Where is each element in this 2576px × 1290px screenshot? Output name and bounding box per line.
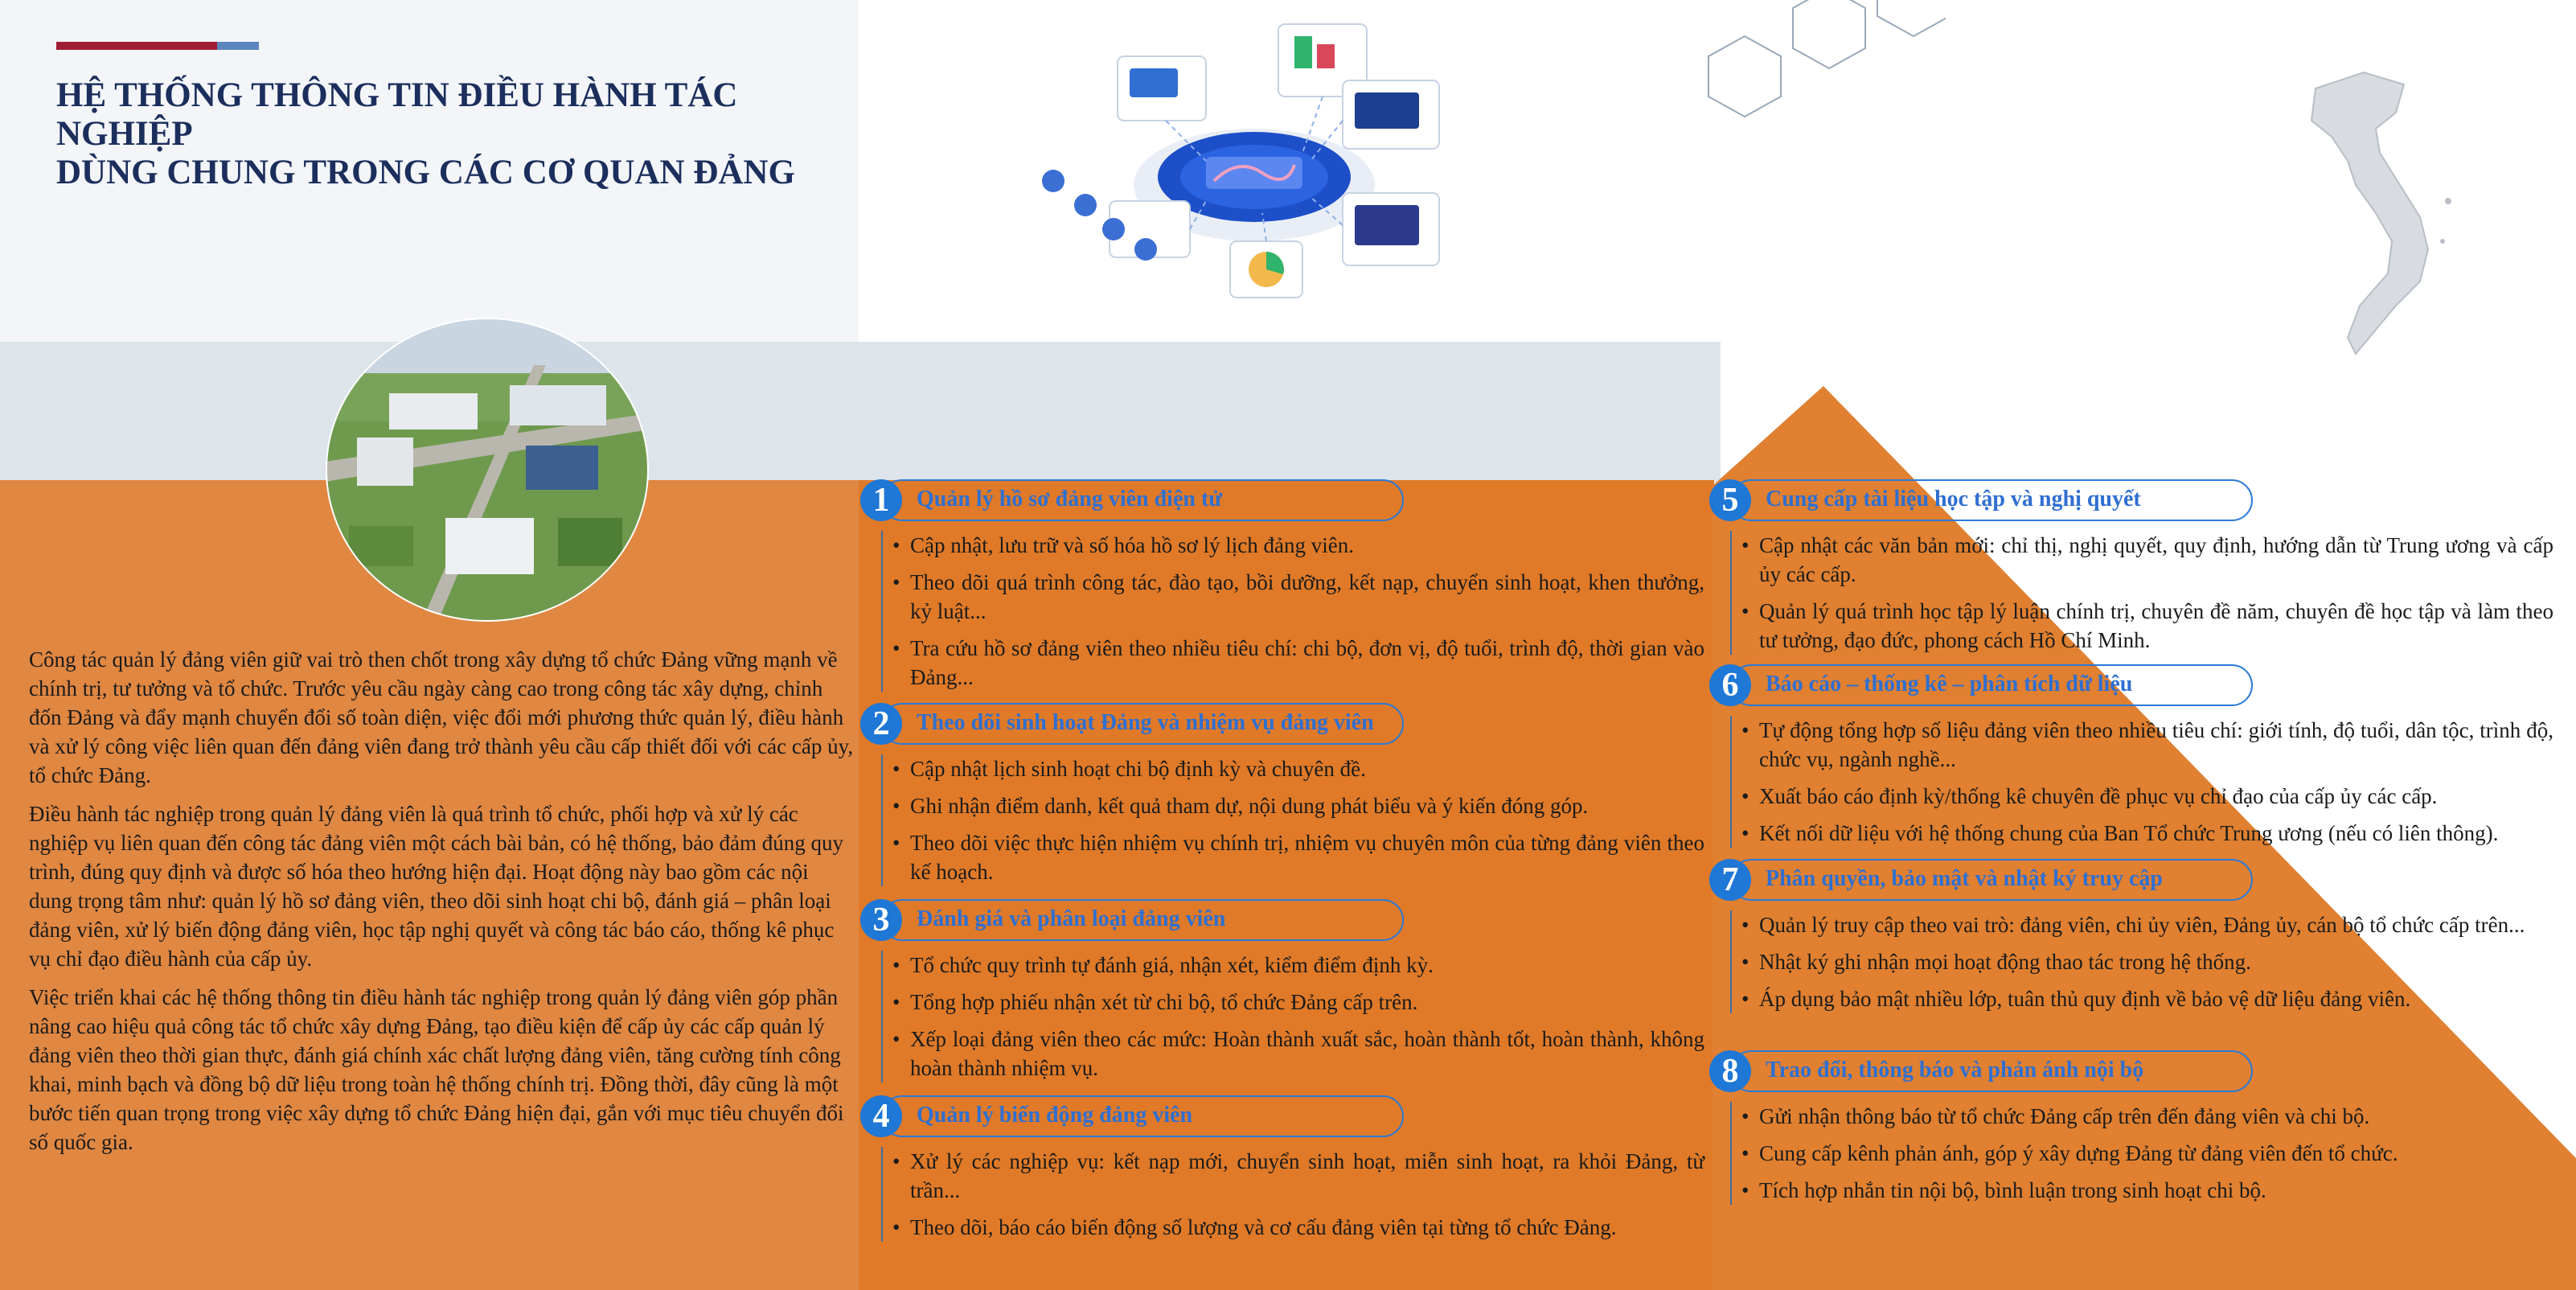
- section-title: Cung cấp tài liệu học tập và nghị quyết: [1766, 487, 2141, 511]
- section-header: [860, 1095, 1704, 1140]
- list-item: • Theo dõi, báo cáo biến động số lượng và cơ cấu đảng viên tại từng tổ chức Đảng.: [904, 1213, 1704, 1242]
- intro-paragraph-1: Công tác quản lý đảng viên giữ vai trò then chốt trong xây dựng tổ chức Đảng vững mạnh về chính trị, tư tưởng và tổ chức. Trước yêu cầu ngày càng cao trong công tác xây dựng, chỉnh đốn Đảng và đẩy mạnh chuyển đổi số toàn diện, việc đổi mới phương thức quản lý, điều hành và xử lý công việc liên quan đến đảng viên đang trở thành yêu cầu cấp thiết đối với các cấp ủy, tổ chức Đảng.: [29, 647, 854, 787]
- list-item: • Gửi nhận thông báo từ tổ chức Đảng cấp trên đến đảng viên và chi bộ.: [1753, 1102, 2553, 1131]
- page-title: [56, 76, 860, 192]
- section-items: [1730, 716, 2553, 848]
- section-title: Phân quyền, bảo mật và nhật ký truy cập: [1766, 866, 2163, 891]
- section-header: [860, 899, 1704, 944]
- list-item: • Xuất báo cáo định kỳ/thống kê chuyên đề phục vụ chỉ đạo của cấp ủy các cấp.: [1753, 782, 2553, 811]
- accent-bar-blue: [217, 42, 259, 50]
- accent-bar-red: [56, 42, 217, 50]
- list-item: • Tích hợp nhắn tin nội bộ, bình luận trong sinh hoạt chi bộ.: [1753, 1176, 2553, 1205]
- section-items: [881, 951, 1704, 1083]
- page-title-line-2: DÙNG CHUNG TRONG CÁC CƠ QUAN ĐẢNG: [56, 154, 795, 192]
- feature-section-6: [1709, 664, 2553, 856]
- background-band: [0, 342, 1721, 483]
- feature-section-8: [1709, 1050, 2553, 1213]
- list-item: • Áp dụng bảo mật nhiều lớp, tuân thủ quy định về bảo vệ dữ liệu đảng viên.: [1753, 984, 2553, 1013]
- list-item: • Ghi nhận điểm danh, kết quả tham dự, nội dung phát biểu và ý kiến đóng góp.: [904, 791, 1704, 820]
- section-header: [860, 479, 1704, 524]
- list-item: • Tổng hợp phiếu nhận xét từ chi bộ, tổ chức Đảng cấp trên.: [904, 988, 1704, 1017]
- list-item: • Cập nhật các văn bản mới: chỉ thị, nghị quyết, quy định, hướng dẫn từ Trung ương và cấp ủy các cấp.: [1753, 531, 2553, 589]
- section-number-badge: 8: [1709, 1050, 1751, 1092]
- page-title-line-1: HỆ THỐNG THÔNG TIN ĐIỀU HÀNH TÁC NGHIỆP: [56, 76, 738, 154]
- list-item: • Theo dõi việc thực hiện nhiệm vụ chính trị, nhiệm vụ chuyên môn của từng đảng viên theo kế hoạch.: [904, 828, 1704, 886]
- list-item: • Tổ chức quy trình tự đánh giá, nhận xét, kiểm điểm định kỳ.: [904, 951, 1704, 980]
- section-title: Quản lý hồ sơ đảng viên điện tử: [917, 487, 1223, 511]
- section-items: [881, 531, 1704, 692]
- section-number-badge: 1: [860, 479, 902, 521]
- section-number-badge: 2: [860, 703, 902, 745]
- vietnam-map-icon: [2299, 64, 2460, 370]
- section-header: [1709, 664, 2553, 709]
- list-item: • Quản lý quá trình học tập lý luận chính trị, chuyên đề năm, chuyên đề học tập và làm theo tư tưởng, đạo đức, phong cách Hồ Chí Minh.: [1753, 597, 2553, 655]
- data-network-illustration: [965, 8, 1544, 346]
- section-number-badge: 5: [1709, 479, 1751, 521]
- feature-section-3: [860, 899, 1704, 1091]
- section-items: [1730, 910, 2553, 1013]
- list-item: • Xếp loại đảng viên theo các mức: Hoàn thành xuất sắc, hoàn thành tốt, hoàn thành, không hoàn thành nhiệm vụ.: [904, 1025, 1704, 1083]
- intro-text: [29, 645, 857, 1166]
- feature-section-4: [860, 1095, 1704, 1250]
- list-item: • Nhật ký ghi nhận mọi hoạt động thao tác trong hệ thống.: [1753, 947, 2553, 976]
- list-item: • Tự động tổng hợp số liệu đảng viên theo nhiều tiêu chí: giới tính, độ tuổi, dân tộc, trình độ, chức vụ, ngành nghề...: [1753, 716, 2553, 774]
- section-items: [1730, 531, 2553, 655]
- industrial-park-aerial-photo: [325, 317, 650, 622]
- section-title: Đánh giá và phân loại đảng viên: [917, 906, 1226, 931]
- section-items: [881, 754, 1704, 886]
- feature-section-5: [1709, 479, 2553, 663]
- section-title: Quản lý biến động đảng viên: [917, 1103, 1193, 1128]
- list-item: • Quản lý truy cập theo vai trò: đảng viên, chi ủy viên, Đảng ủy, cán bộ tổ chức cấp trên...: [1753, 910, 2553, 939]
- feature-section-2: [860, 703, 1704, 894]
- section-number-badge: 7: [1709, 859, 1751, 901]
- section-header: [1709, 479, 2553, 524]
- section-number-badge: 3: [860, 899, 902, 941]
- list-item: • Cung cấp kênh phản ánh, góp ý xây dựng Đảng từ đảng viên đến tổ chức.: [1753, 1139, 2553, 1168]
- hexagon-decoration-icon: [1672, 0, 1946, 129]
- intro-paragraph-3: Việc triển khai các hệ thống thông tin điều hành tác nghiệp trong quản lý đảng viên góp phần nâng cao hiệu quả công tác tổ chức xây dựng Đảng, tạo điều kiện để cấp ủy các cấp quản lý đảng viên theo thời gian thực, đánh giá chính xác chất lượng đảng viên, tăng cường tính công khai, minh bạch và đồng bộ dữ liệu trong toàn hệ thống chính trị. Đồng thời, đây cũng là một bước tiến quan trọng trong việc xây dựng tổ chức Đảng hiện đại, gắn với mục tiêu chuyển đổi số quốc gia.: [29, 985, 844, 1154]
- section-number-badge: 4: [860, 1095, 902, 1137]
- section-header: [860, 703, 1704, 748]
- section-header: [1709, 859, 2553, 904]
- section-title: Báo cáo – thống kê – phân tích dữ liệu: [1766, 672, 2133, 696]
- feature-section-1: [860, 479, 1704, 700]
- list-item: • Cập nhật lịch sinh hoạt chi bộ định kỳ và chuyên đề.: [904, 754, 1704, 783]
- feature-section-7: [1709, 859, 2553, 1021]
- section-items: [1730, 1102, 2553, 1205]
- list-item: • Xử lý các nghiệp vụ: kết nạp mới, chuyển sinh hoạt, miễn sinh hoạt, ra khỏi Đảng, từ trần...: [904, 1147, 1704, 1205]
- list-item: • Theo dõi quá trình công tác, đào tạo, bồi dưỡng, kết nạp, chuyển sinh hoạt, khen thưởng, kỷ luật...: [904, 568, 1704, 626]
- list-item: • Kết nối dữ liệu với hệ thống chung của Ban Tổ chức Trung ương (nếu có liên thông).: [1753, 819, 2553, 848]
- section-title: Trao đổi, thông báo và phản ánh nội bộ: [1766, 1058, 2144, 1083]
- section-title: Theo dõi sinh hoạt Đảng và nhiệm vụ đảng viên: [917, 710, 1374, 735]
- intro-paragraph-2: Điều hành tác nghiệp trong quản lý đảng viên là quá trình tổ chức, phối hợp và xử lý các nghiệp vụ liên quan đến công tác đảng viên một cách bài bản, có hệ thống, bảo đảm đúng quy trình, đúng quy định và được số hóa theo hướng hiện đại. Hoạt động này bao gồm các nội dung trọng tâm như: quản lý hồ sơ đảng viên, theo dõi sinh hoạt chi bộ, đánh giá – phân loại đảng viên, xử lý biến động đảng viên, học tập nghị quyết và công tác báo cáo, thống kê phục vụ chỉ đạo điều hành của cấp ủy.: [29, 802, 843, 971]
- section-header: [1709, 1050, 2553, 1095]
- section-items: [881, 1147, 1704, 1242]
- section-number-badge: 6: [1709, 664, 1751, 706]
- list-item: • Tra cứu hồ sơ đảng viên theo nhiều tiêu chí: chi bộ, đơn vị, độ tuổi, trình độ, thời gian vào Đảng...: [904, 634, 1704, 692]
- list-item: • Cập nhật, lưu trữ và số hóa hồ sơ lý lịch đảng viên.: [904, 531, 1704, 560]
